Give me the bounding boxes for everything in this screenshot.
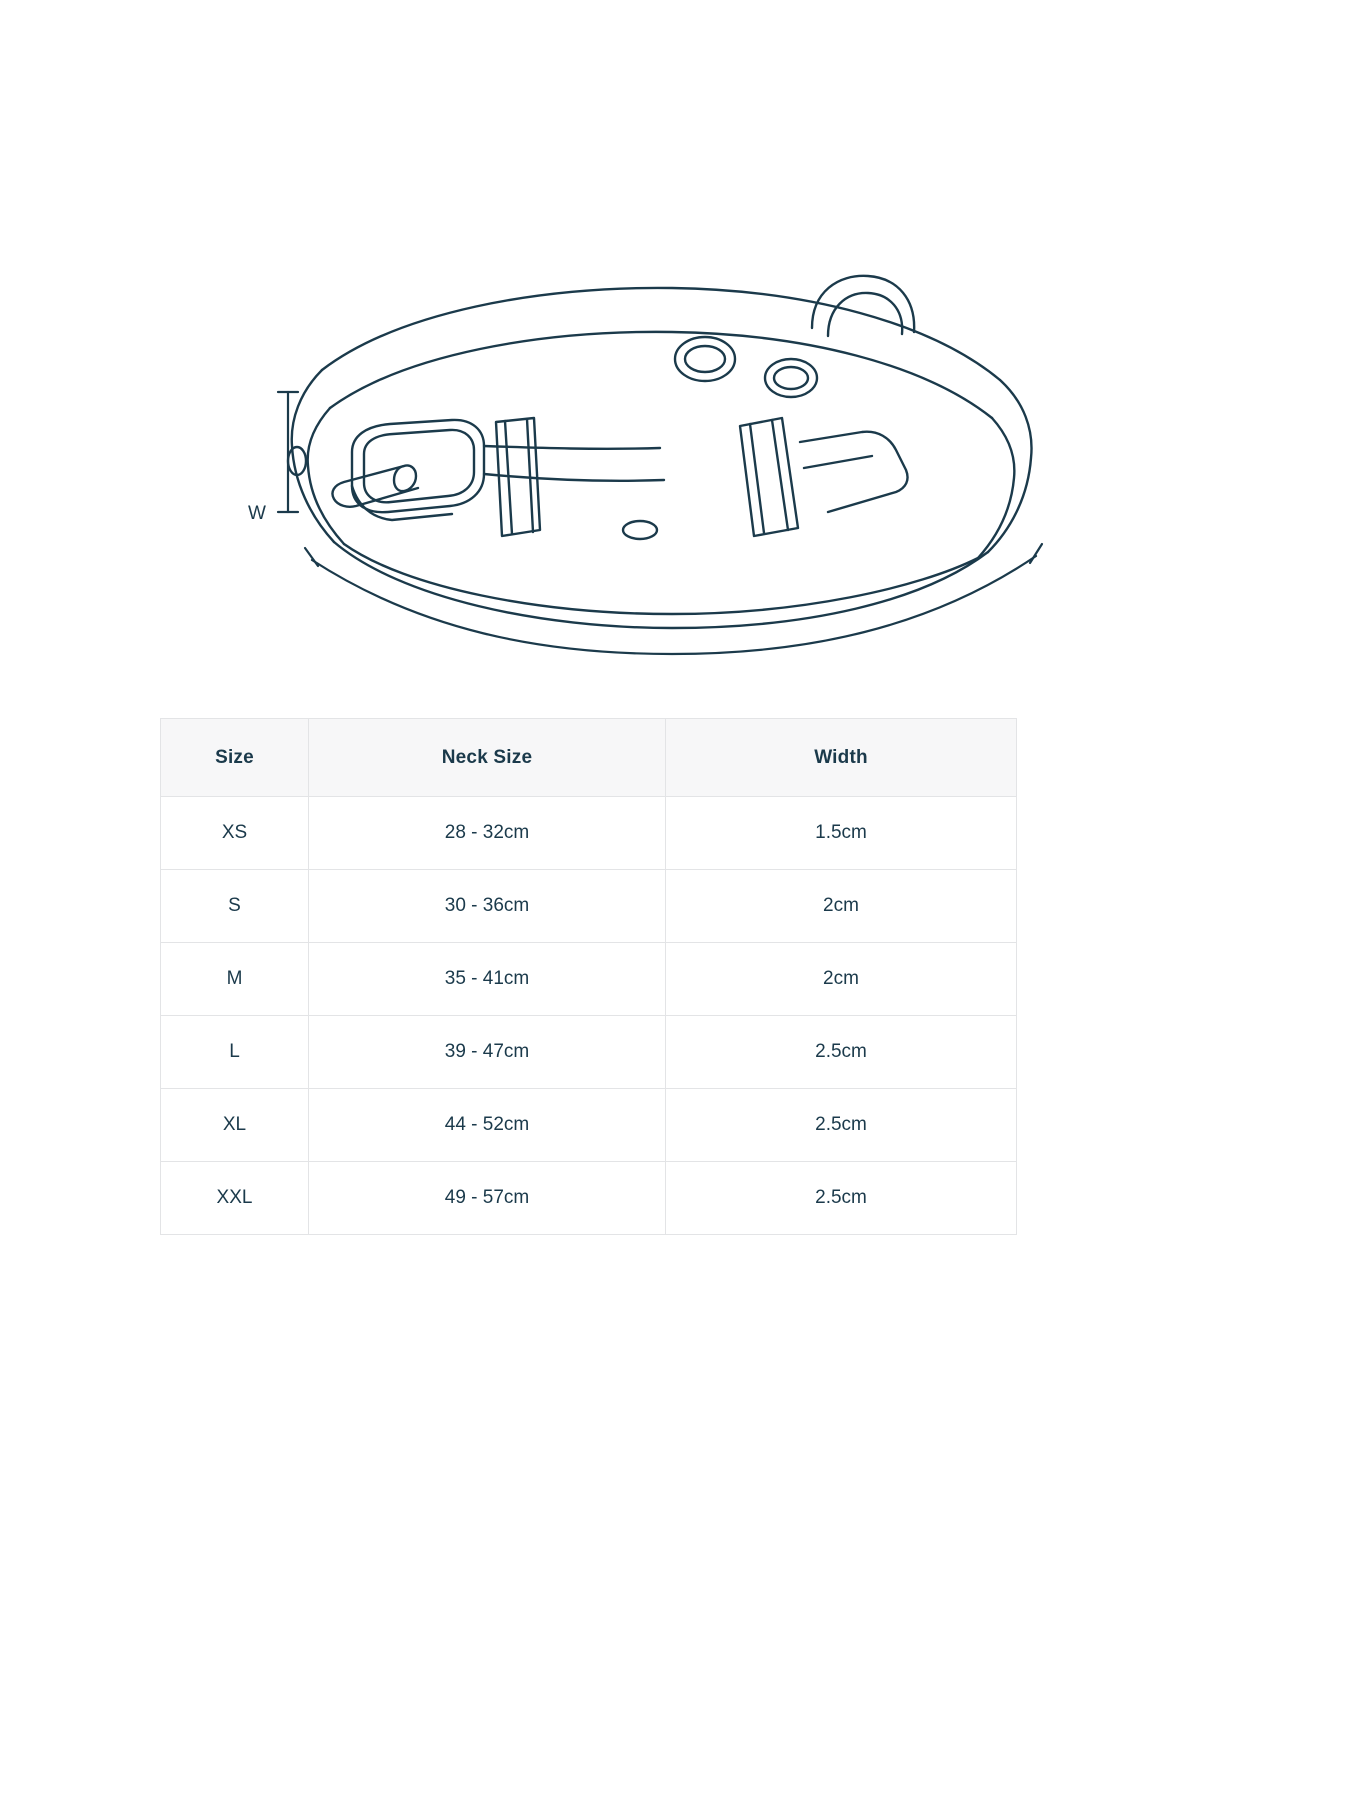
width-label: W	[248, 503, 267, 524]
cell-neck: 28 - 32cm	[309, 797, 666, 870]
size-chart-table	[160, 718, 1017, 1235]
cell-width: 2cm	[666, 870, 1017, 943]
table-body	[161, 797, 1017, 1235]
cell-size: L	[161, 1016, 309, 1089]
table-row	[161, 1016, 1017, 1089]
cell-width: 1.5cm	[666, 797, 1017, 870]
cell-neck: 49 - 57cm	[309, 1162, 666, 1235]
table-row	[161, 870, 1017, 943]
width-measure	[278, 392, 298, 512]
cell-size: XL	[161, 1089, 309, 1162]
cell-size: S	[161, 870, 309, 943]
cell-size: M	[161, 943, 309, 1016]
cell-neck: 35 - 41cm	[309, 943, 666, 1016]
table-header	[161, 719, 1017, 797]
cell-width: 2.5cm	[666, 1089, 1017, 1162]
table-row	[161, 1089, 1017, 1162]
column-header-neck-size: Neck Size	[309, 719, 666, 797]
cell-size: XS	[161, 797, 309, 870]
cell-neck: 44 - 52cm	[309, 1089, 666, 1162]
cell-width: 2cm	[666, 943, 1017, 1016]
table-header-row	[161, 719, 1017, 797]
cell-size: XXL	[161, 1162, 309, 1235]
collar-illustration	[0, 230, 1350, 690]
cell-width: 2.5cm	[666, 1016, 1017, 1089]
cell-neck: 30 - 36cm	[309, 870, 666, 943]
table-row	[161, 1162, 1017, 1235]
cell-width: 2.5cm	[666, 1162, 1017, 1235]
column-header-width: Width	[666, 719, 1017, 797]
table-row	[161, 943, 1017, 1016]
collar-diagram	[0, 230, 1350, 690]
neck-measure	[305, 544, 1042, 654]
table-row	[161, 797, 1017, 870]
column-header-size: Size	[161, 719, 309, 797]
cell-neck: 39 - 47cm	[309, 1016, 666, 1089]
